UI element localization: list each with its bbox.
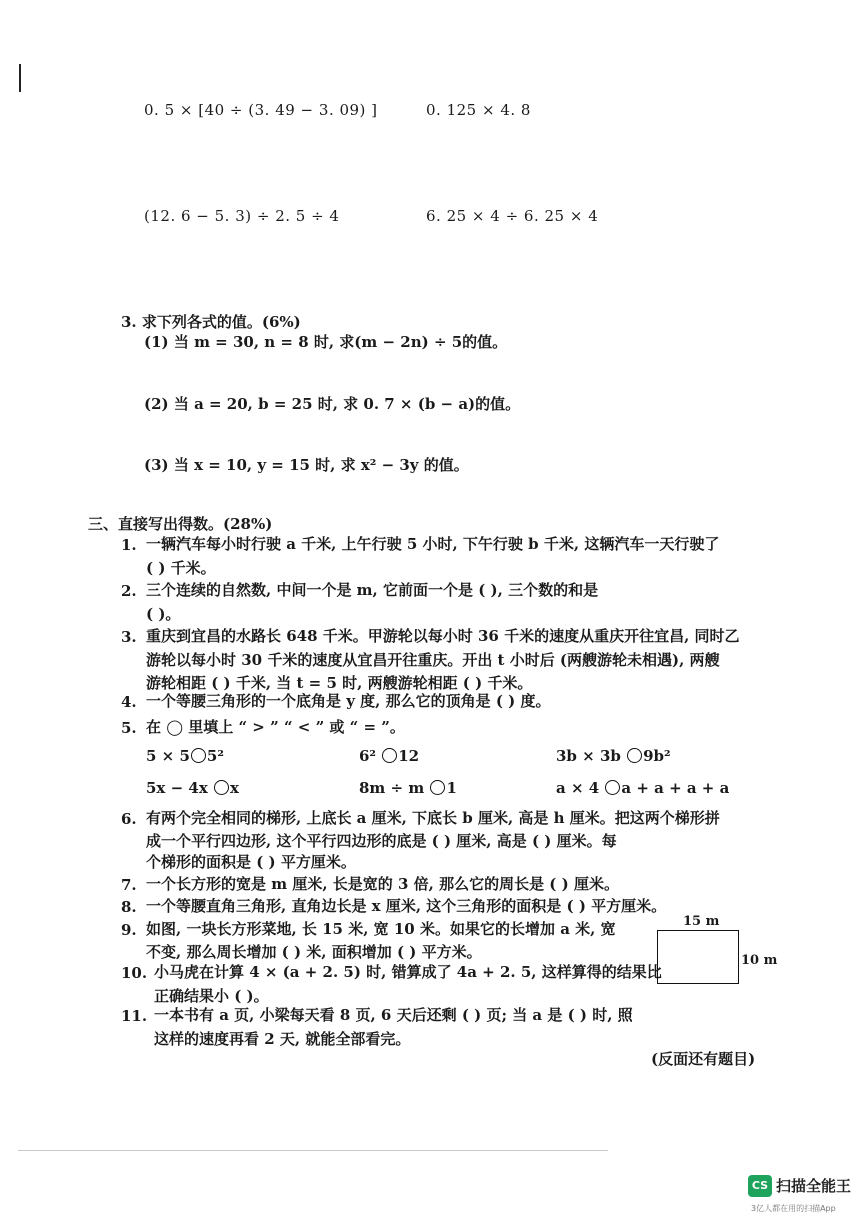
compare-3-left: 3b × 3b [556,747,621,765]
item-2-line-2: ( )。 [146,605,181,623]
calc-expression-1: 0. 5 × [40 ÷ (3. 49 − 3. 09) ] [144,101,378,119]
scanner-tagline: 3亿人都在用的扫描App [751,1204,836,1213]
compare-item-4 [146,779,239,797]
calc-expression-2: 0. 125 × 4. 8 [426,101,531,119]
item-9-line-1: 如图, 一块长方形菜地, 长 15 米, 宽 10 米。如果它的长增加 a 米, 宽 [146,920,616,938]
item-6-line-1: 有两个完全相同的梯形, 上底长 a 厘米, 下底长 b 厘米, 高是 h 厘米。把这两个梯形拼 [146,809,720,827]
compare-6-left: a × 4 [556,779,600,797]
item-3-line-1: 重庆到宜昌的水路长 648 千米。甲游轮以每小时 36 千米的速度从重庆开往宜昌, 同时乙 [146,627,740,645]
cs-logo-icon: CS [748,1175,772,1197]
answer-circle[interactable] [605,780,620,795]
margin-mark [19,64,21,92]
item-5-line-1: 在 ◯ 里填上 “ > ” “ < ” 或 “ = ”。 [146,718,405,736]
answer-circle[interactable] [430,780,445,795]
compare-1-left: 5 × 5 [146,747,190,765]
item-10-line-2: 正确结果小 ( )。 [154,987,269,1005]
scanner-brand: 扫描全能王 [776,1177,852,1195]
compare-5-right: 1 [446,779,457,797]
item-10-line-1: 小马虎在计算 4 × (a + 2. 5) 时, 错算成了 4a + 2. 5, 这样算得的结果比 [154,963,662,981]
question-3-part-2: (2) 当 a = 20, b = 25 时, 求 0. 7 × (b − a)的值。 [144,395,521,413]
item-8-number: 8. [121,898,137,916]
item-1-number: 1. [121,536,137,554]
compare-item-6 [556,779,729,797]
continued-on-back-note: (反面还有题目) [651,1050,756,1068]
compare-item-3 [556,747,671,765]
compare-4-right: x [230,779,239,797]
item-10-number: 10. [121,964,148,982]
item-1-line-2: ( ) 千米。 [146,559,216,577]
calc-expression-4: 6. 25 × 4 ÷ 6. 25 × 4 [426,207,599,225]
item-2-number: 2. [121,582,137,600]
section-3-title: 三、直接写出得数。(28%) [88,515,273,533]
item-5-number: 5. [121,719,137,737]
calc-expression-3: (12. 6 − 5. 3) ÷ 2. 5 ÷ 4 [144,207,340,225]
question-3-part-3: (3) 当 x = 10, y = 15 时, 求 x² − 3y 的值。 [144,456,469,474]
question-3-part-1: (1) 当 m = 30, n = 8 时, 求(m − 2n) ÷ 5的值。 [144,333,508,351]
vegetable-field-rectangle [657,930,739,984]
item-3-line-3: 游轮相距 ( ) 千米, 当 t = 5 时, 两艘游轮相距 ( ) 千米。 [146,674,533,692]
item-7-number: 7. [121,876,137,894]
item-11-line-1: 一本书有 a 页, 小梁每天看 8 页, 6 天后还剩 ( ) 页; 当 a 是 ( ) 时, 照 [154,1006,633,1024]
page-divider [18,1150,608,1151]
compare-2-left: 6² [359,747,377,765]
answer-circle[interactable] [191,748,206,763]
compare-1-right: 5² [206,747,224,765]
question-3-title: 3. 求下列各式的值。(6%) [121,313,301,331]
answer-circle[interactable] [627,748,642,763]
compare-6-right: a + a + a + a [621,779,730,797]
answer-circle[interactable] [382,748,397,763]
compare-2-right: 12 [398,747,420,765]
compare-item-1 [146,747,224,765]
compare-5-left: 8m ÷ m [359,779,425,797]
item-3-line-2: 游轮以每小时 30 千米的速度从宜昌开往重庆。开出 t 小时后 (两艘游轮未相遇), 两艘 [146,651,720,669]
item-6-number: 6. [121,810,137,828]
item-6-line-3: 个梯形的面积是 ( ) 平方厘米。 [146,853,356,871]
item-4-line-1: 一个等腰三角形的一个底角是 y 度, 那么它的顶角是 ( ) 度。 [146,692,551,710]
figure-length-label: 15 m [683,914,720,929]
item-1-line-1: 一辆汽车每小时行驶 a 千米, 上午行驶 5 小时, 下午行驶 b 千米, 这辆汽车一天行驶了 [146,535,720,553]
compare-item-5 [359,779,457,797]
answer-circle[interactable] [214,780,229,795]
item-9-line-2: 不变, 那么周长增加 ( ) 米, 面积增加 ( ) 平方米。 [146,943,482,961]
item-11-number: 11. [121,1007,148,1025]
item-11-line-2: 这样的速度再看 2 天, 就能全部看完。 [154,1030,411,1048]
item-9-number: 9. [121,921,137,939]
item-7-line-1: 一个长方形的宽是 m 厘米, 长是宽的 3 倍, 那么它的周长是 ( ) 厘米。 [146,875,619,893]
compare-4-left: 5x − 4x [146,779,208,797]
compare-item-2 [359,747,419,765]
item-4-number: 4. [121,693,137,711]
item-6-line-2: 成一个平行四边形, 这个平行四边形的底是 ( ) 厘米, 高是 ( ) 厘米。每 [146,832,617,850]
item-3-number: 3. [121,628,137,646]
compare-3-right: 9b² [643,747,671,765]
figure-width-label: 10 m [741,953,778,968]
item-2-line-1: 三个连续的自然数, 中间一个是 m, 它前面一个是 ( ), 三个数的和是 [146,581,599,599]
item-8-line-1: 一个等腰直角三角形, 直角边长是 x 厘米, 这个三角形的面积是 ( ) 平方厘米。 [146,897,667,915]
